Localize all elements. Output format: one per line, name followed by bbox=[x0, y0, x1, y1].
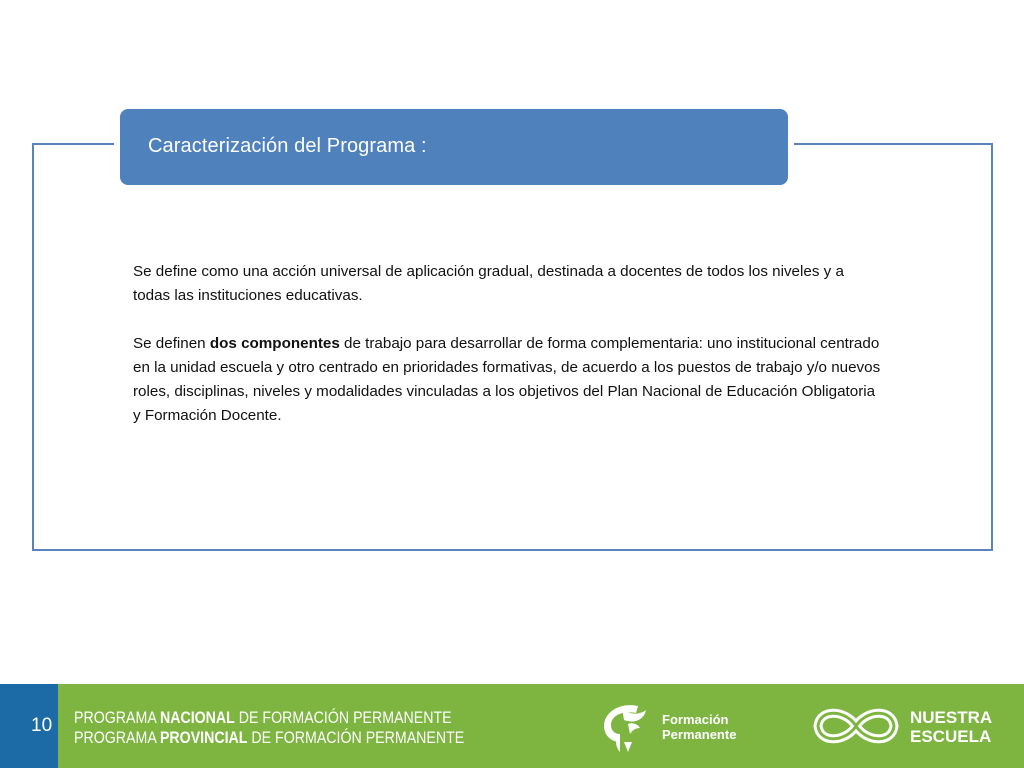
page-number-box bbox=[0, 684, 58, 768]
program-line-national-b: NACIONAL bbox=[159, 709, 235, 727]
program-line-provincial bbox=[74, 728, 464, 748]
paragraph-2 bbox=[133, 332, 883, 428]
formacion-permanente-logo bbox=[598, 698, 768, 756]
title-banner bbox=[120, 109, 788, 185]
paragraph-1: Se define como una acción universal de aplicación gradual, destinada a docentes de todos los niveles y a todas las instituciones educativas. bbox=[133, 263, 844, 304]
formacion-permanente-line2: Permanente bbox=[662, 727, 737, 742]
program-line-national bbox=[74, 708, 464, 728]
nuestra-escuela-logo bbox=[806, 700, 1016, 752]
program-names bbox=[74, 708, 464, 748]
paragraph-2-bold: dos componentes bbox=[209, 335, 340, 352]
page-number: 10 bbox=[31, 715, 53, 736]
slide-title: Caracterización del Programa : bbox=[148, 135, 427, 157]
program-line-national-a: PROGRAMA bbox=[74, 709, 160, 727]
nuestra-escuela-line2: ESCUELA bbox=[910, 727, 992, 746]
nuestra-escuela-text bbox=[910, 708, 992, 746]
paragraph-2-prefix: Se definen bbox=[133, 335, 210, 352]
slide-body bbox=[133, 260, 883, 452]
formacion-permanente-logo-icon bbox=[598, 698, 658, 756]
formacion-permanente-line1: Formación bbox=[662, 712, 729, 727]
footer-bar bbox=[0, 684, 1024, 768]
program-line-provincial-c: DE FORMACIÓN PERMANENTE bbox=[247, 729, 465, 747]
program-line-provincial-a: PROGRAMA bbox=[74, 729, 160, 747]
nuestra-escuela-line1: NUESTRA bbox=[910, 708, 993, 727]
program-line-national-c: DE FORMACIÓN PERMANENTE bbox=[234, 709, 452, 727]
infinity-icon bbox=[806, 700, 906, 752]
paragraph-2-suffix: de trabajo para desarrollar de forma complementaria: uno institucional centrado en la unidad escuela y otro centrado en prioridades formativas, de acuerdo a los puestos de trabajo y/o nuevos roles, disciplinas, niveles y modalidades vinculadas a los objetivos del Plan Nacional de Educación Obligatoria y Formación Docente. bbox=[133, 335, 881, 424]
formacion-permanente-text bbox=[662, 712, 736, 742]
program-line-provincial-b: PROVINCIAL bbox=[159, 729, 248, 747]
